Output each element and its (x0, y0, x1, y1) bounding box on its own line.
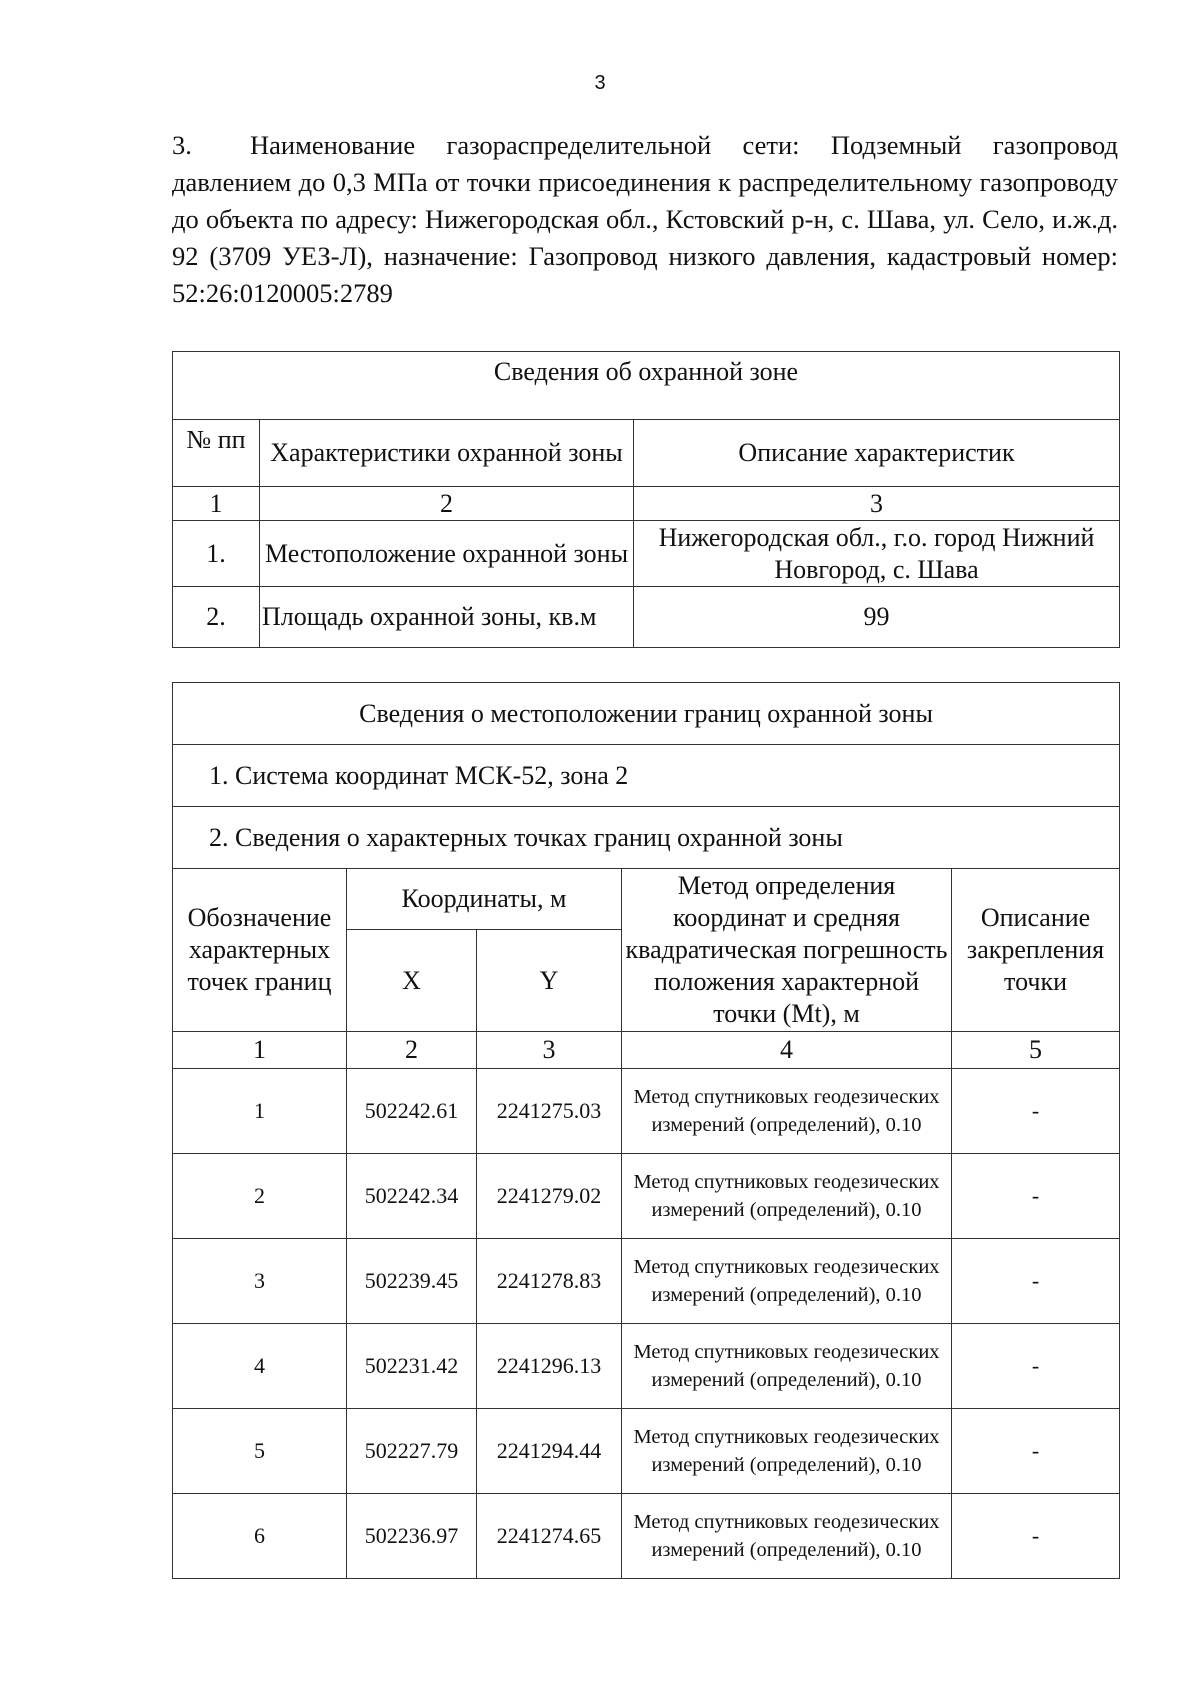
table-row (173, 1154, 1120, 1239)
point-desc: - (952, 1494, 1120, 1579)
table-row (173, 1494, 1120, 1579)
coord-system: 1. Система координат МСК-52, зона 2 (173, 745, 1120, 807)
point-method: Метод спутниковых геодезических измерений (определений), 0.10 (622, 1409, 952, 1494)
point-x: 502231.42 (347, 1324, 477, 1409)
protection-zone-table (172, 351, 1120, 648)
header-coords: Координаты, м (347, 869, 622, 930)
table-row (173, 1409, 1120, 1494)
boundary-table (172, 682, 1120, 1579)
row-number: 1. (173, 521, 260, 587)
zone-table-title: Сведения об охранной зоне (173, 352, 1120, 420)
point-id: 4 (173, 1324, 347, 1409)
point-desc: - (952, 1069, 1120, 1154)
index-cell: 2 (260, 487, 634, 521)
point-method: Метод спутниковых геодезических измерений (определений), 0.10 (622, 1069, 952, 1154)
point-method: Метод спутниковых геодезических измерений (определений), 0.10 (622, 1324, 952, 1409)
point-x: 502227.79 (347, 1409, 477, 1494)
row-characteristic: Местоположение охранной зоны (260, 521, 634, 587)
point-id: 3 (173, 1239, 347, 1324)
table-row (173, 587, 1120, 648)
header-num: № пп (173, 420, 260, 487)
point-y: 2241275.03 (477, 1069, 622, 1154)
point-desc: - (952, 1409, 1120, 1494)
table-row (173, 1069, 1120, 1154)
point-desc: - (952, 1239, 1120, 1324)
index-cell: 3 (634, 487, 1120, 521)
point-method: Метод спутниковых геодезических измерений (определений), 0.10 (622, 1494, 952, 1579)
point-y: 2241274.65 (477, 1494, 622, 1579)
intro-paragraph (172, 127, 1118, 312)
point-x: 502242.61 (347, 1069, 477, 1154)
header-description: Описание характеристик (634, 420, 1120, 487)
point-id: 6 (173, 1494, 347, 1579)
header-x: X (347, 930, 477, 1032)
row-value: Нижегородская обл., г.о. город Нижний Новгород, с. Шава (634, 521, 1120, 587)
header-designation: Обозначение характерных точек границ (173, 869, 347, 1032)
table-row (173, 1239, 1120, 1324)
table-row (173, 521, 1120, 587)
table-row (173, 1324, 1120, 1409)
index-cell: 1 (173, 487, 260, 521)
intro-number: 3. (172, 130, 192, 160)
boundary-table-title: Сведения о местоположении границ охранной зоны (173, 683, 1120, 745)
point-y: 2241296.13 (477, 1324, 622, 1409)
point-desc: - (952, 1154, 1120, 1239)
points-title: 2. Сведения о характерных точках границ охранной зоны (173, 807, 1120, 869)
point-y: 2241279.02 (477, 1154, 622, 1239)
point-x: 502239.45 (347, 1239, 477, 1324)
point-desc: - (952, 1324, 1120, 1409)
point-x: 502236.97 (347, 1494, 477, 1579)
header-y: Y (477, 930, 622, 1032)
index-cell: 4 (622, 1032, 952, 1069)
point-id: 5 (173, 1409, 347, 1494)
header-characteristics: Характеристики охранной зоны (260, 420, 634, 487)
point-method: Метод спутниковых геодезических измерений (определений), 0.10 (622, 1239, 952, 1324)
header-point-description: Описание закрепления точки (952, 869, 1120, 1032)
page-number: 3 (594, 72, 606, 94)
row-value: 99 (634, 587, 1120, 648)
index-cell: 3 (477, 1032, 622, 1069)
point-y: 2241278.83 (477, 1239, 622, 1324)
point-id: 2 (173, 1154, 347, 1239)
point-y: 2241294.44 (477, 1409, 622, 1494)
row-number: 2. (173, 587, 260, 648)
point-method: Метод спутниковых геодезических измерений (определений), 0.10 (622, 1154, 952, 1239)
index-cell: 5 (952, 1032, 1120, 1069)
index-cell: 2 (347, 1032, 477, 1069)
index-cell: 1 (173, 1032, 347, 1069)
header-method: Метод определения координат и средняя квадратическая погрешность положения характерной точки (Mt), м (622, 869, 952, 1032)
row-characteristic: Площадь охранной зоны, кв.м (260, 587, 634, 648)
point-id: 1 (173, 1069, 347, 1154)
point-x: 502242.34 (347, 1154, 477, 1239)
intro-text: Наименование газораспределительной сети: Подземный газопровод давлением до 0,3 МПа от точки присоединения к распределительному газопроводу до объекта по адресу: Нижегородская обл., Кстовский р-н, с. Шава, ул. Село, и.ж.д. 92 (3709 УЕЗ-Л), назначение: Газопровод низкого давления, кадастровый номер: 52:26:0120005:2789 (172, 130, 1118, 308)
